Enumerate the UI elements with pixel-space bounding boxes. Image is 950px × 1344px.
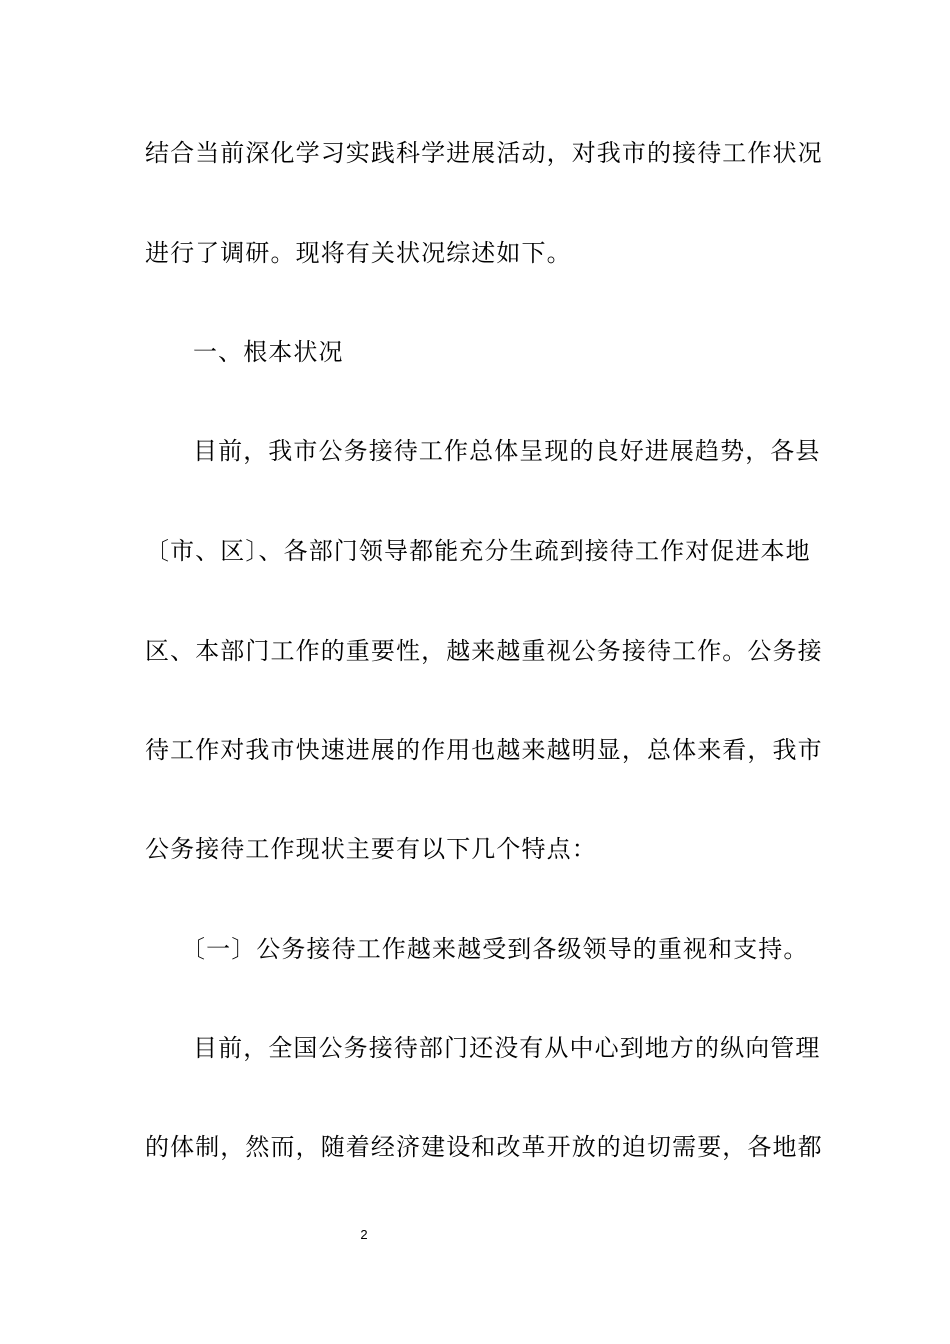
section-heading: 一、根本状况 (193, 338, 344, 366)
paragraph-line: 目前，全国公务接待部门还没有从中心到地方的纵向管理 (193, 1034, 821, 1062)
paragraph-line: 结合当前深化学习实践科学进展活动，对我市的接待工作状况 (145, 139, 823, 167)
paragraph-line: 目前，我市公务接待工作总体呈现的良好进展趋势，各县 (193, 437, 821, 465)
page-number: 2 (360, 1227, 368, 1242)
paragraph-line: 待工作对我市快速进展的作用也越来越明显，总体来看，我市 (145, 736, 823, 764)
paragraph-line: 〔市、区〕、各部门领导都能充分生疏到接待工作对促进本地 (145, 537, 811, 565)
paragraph-line: 公务接待工作现状主要有以下几个特点： (145, 835, 597, 863)
paragraph-line: 的体制，然而，随着经济建设和改革开放的迫切需要，各地都 (145, 1133, 823, 1161)
subsection-heading: 〔一〕公务接待工作越来越受到各级领导的重视和支持。 (181, 935, 809, 963)
paragraph-line: 进行了调研。现将有关状况综述如下。 (145, 239, 572, 267)
paragraph-line: 区、本部门工作的重要性，越来越重视公务接待工作。公务接 (145, 637, 823, 665)
